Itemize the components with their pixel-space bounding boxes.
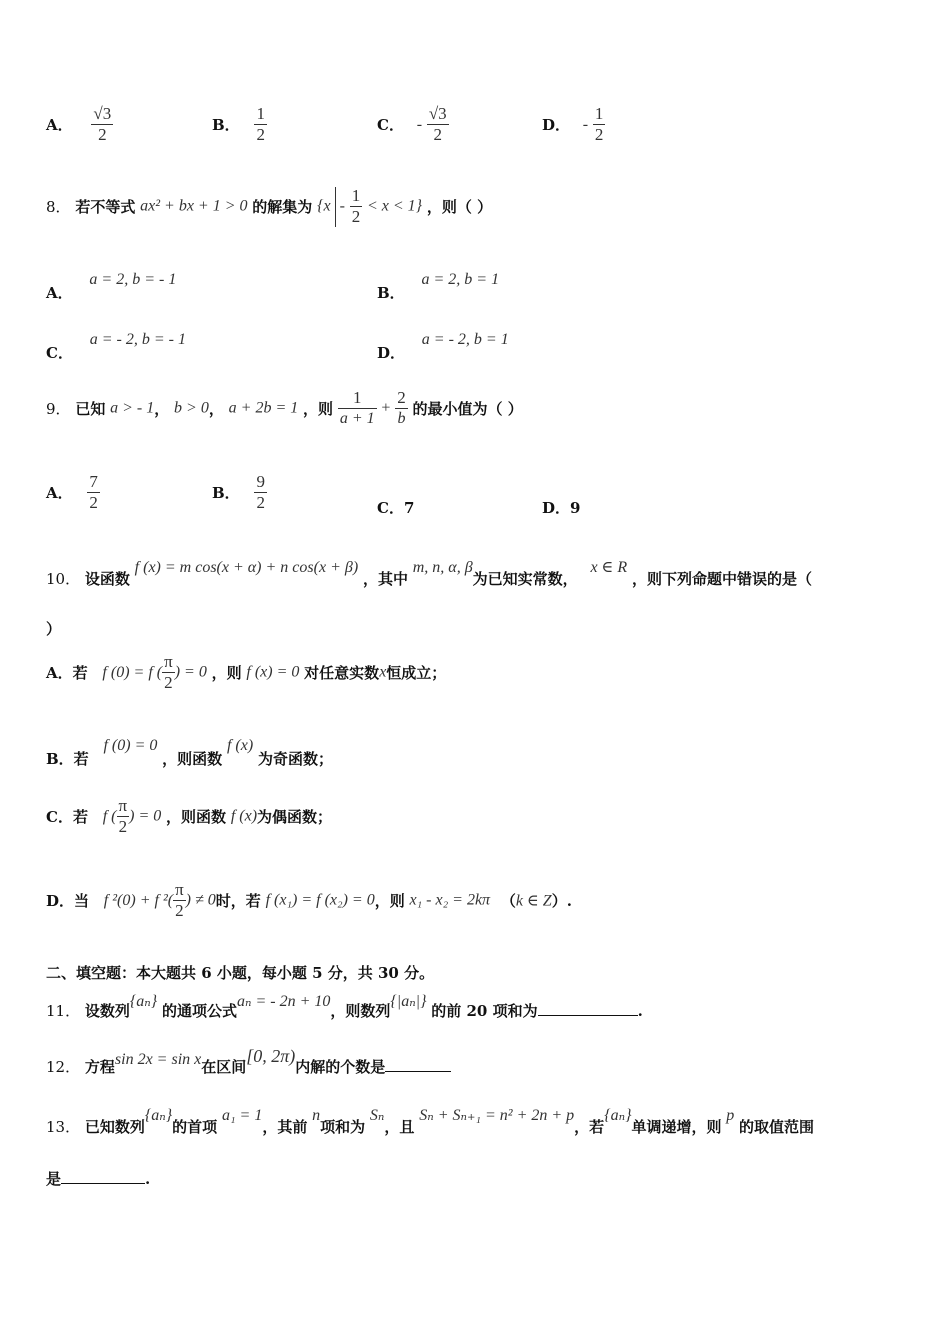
option-value: a = 2, b = 1 <box>421 271 500 288</box>
q10-text-close: ） <box>46 620 62 638</box>
q9-fraction-1 <box>338 388 377 429</box>
q7-a-fraction <box>91 104 113 145</box>
q11-text: 的前 20 项和为 <box>431 1002 538 1020</box>
math-expr: f (0) = f ( <box>102 663 163 681</box>
q13-text: 的取值范围 <box>739 1118 815 1136</box>
option-label: A． <box>46 116 73 134</box>
q12-text: 内解的个数是 <box>295 1058 386 1076</box>
q9-option-b <box>212 472 267 513</box>
q8-option-a <box>46 268 177 302</box>
question-12 <box>46 1046 451 1076</box>
q7-option-b <box>212 104 267 145</box>
math-expr: Sₙ <box>369 1107 385 1124</box>
denominator: 2 <box>98 125 107 144</box>
question-number: 9． <box>46 400 71 418</box>
option-label: C．若 <box>46 808 88 826</box>
denominator: a + 1 <box>339 410 375 427</box>
numerator: π <box>118 796 128 815</box>
math-expr: {aₙ} <box>129 993 158 1010</box>
numerator: 1 <box>594 104 604 123</box>
math-expr: f (0) = 0 <box>103 737 158 754</box>
q8-option-b <box>377 268 500 302</box>
q9-condition: b > 0 <box>174 399 209 417</box>
q10-text: ，则 <box>374 892 405 910</box>
q13-text: 已知数列 <box>84 1118 145 1136</box>
pi-over-2 <box>162 652 175 693</box>
q10-function: f (x) = m cos(x + α) + n cos(x + β) <box>134 559 359 576</box>
q8-text: ，则（ ） <box>426 198 493 216</box>
denominator: 2 <box>89 493 98 512</box>
q10-text: 为偶函数； <box>257 808 333 826</box>
pi-over-2 <box>173 880 186 921</box>
question-number: 8． <box>46 198 71 216</box>
q10-text: ，则函数 <box>162 750 223 768</box>
math-expr: sin 2x = sin x <box>114 1051 202 1068</box>
option-fraction <box>254 472 267 513</box>
q7-option-a <box>46 104 113 145</box>
q7-option-d <box>542 104 605 145</box>
math-expr: {aₙ} <box>144 1107 173 1124</box>
question-number: 10． <box>46 570 81 588</box>
math-expr: ) = 0 <box>129 807 162 825</box>
q10-text: ，则 <box>211 664 242 682</box>
option-label: D．当 <box>46 892 90 910</box>
q11-text: 设数列 <box>84 1002 130 1020</box>
q8-solution-set <box>317 186 422 227</box>
q9-option-a <box>46 472 100 513</box>
q11-text: . <box>637 1002 643 1020</box>
q7-b-fraction <box>254 104 267 145</box>
q10-text: 时，若 <box>215 892 261 910</box>
q10-text: （ <box>500 892 516 910</box>
numerator: π <box>175 880 184 899</box>
q9-text: 已知 <box>75 400 106 418</box>
answer-blank[interactable] <box>538 1001 638 1016</box>
option-label: B． <box>377 284 405 302</box>
numerator: √3 <box>93 104 112 123</box>
answer-blank[interactable] <box>385 1057 451 1072</box>
q10-text: 为已知实常数， <box>472 570 578 588</box>
option-value: 7 <box>403 499 415 517</box>
q13-text: ，若 <box>574 1118 605 1136</box>
q13-text: 的首项 <box>172 1118 218 1136</box>
denominator: 2 <box>433 125 443 144</box>
math-expr: p <box>726 1107 735 1124</box>
denominator: 2 <box>256 493 265 512</box>
q10-text: 为奇函数； <box>257 750 333 768</box>
q7-d-fraction <box>593 104 606 145</box>
question-9 <box>46 388 523 429</box>
denominator: 2 <box>164 673 173 692</box>
q13-text: 项和为 <box>320 1118 366 1136</box>
numerator: √3 <box>428 104 447 123</box>
q9-option-d <box>542 497 580 518</box>
option-label: C． <box>377 499 404 517</box>
answer-blank[interactable] <box>61 1169 145 1184</box>
separator: ， <box>154 400 170 418</box>
set-open: {x <box>317 197 331 215</box>
minus-sign: - <box>339 197 345 215</box>
math-expr: [0, 2π) <box>246 1046 296 1066</box>
separator: ， <box>208 400 224 418</box>
q10-text: 对任意实数 <box>304 664 380 682</box>
option-label: B． <box>212 484 240 502</box>
math-expr: k ∈ Z <box>515 892 552 910</box>
set-bar <box>335 187 336 227</box>
q10-option-a <box>46 652 446 693</box>
q7-option-c <box>377 104 449 145</box>
denominator: 2 <box>351 207 361 226</box>
q13-text: 是 <box>46 1170 62 1188</box>
question-10 <box>46 556 812 588</box>
numerator: 9 <box>256 472 265 491</box>
q10-text: ，其中 <box>362 570 408 588</box>
question-13 <box>46 1104 815 1136</box>
q13-line-2 <box>46 1168 150 1189</box>
minus-sign: - <box>582 115 589 133</box>
math-expr: f (x) = 0 <box>246 663 300 681</box>
q10-option-b <box>46 734 333 768</box>
option-label: A． <box>46 484 73 502</box>
option-label: B． <box>212 116 240 134</box>
q10-text: ，则下列命题中错误的是（ <box>631 570 812 588</box>
math-expr: {aₙ} <box>604 1107 632 1124</box>
q13-text: 单调递增，则 <box>631 1118 722 1136</box>
question-8 <box>46 186 492 227</box>
option-label: B．若 <box>46 750 89 768</box>
denominator: b <box>397 410 406 427</box>
numerator: 2 <box>397 388 406 407</box>
question-number: 13． <box>46 1118 81 1136</box>
q11-text: ，则数列 <box>330 1002 391 1020</box>
q10-domain: x ∈ R <box>590 559 628 576</box>
minus-sign: - <box>416 115 423 133</box>
denominator: 2 <box>594 125 604 144</box>
math-expr: ) = 0 <box>174 663 207 681</box>
q8-text: 的解集为 <box>252 198 313 216</box>
denominator: 2 <box>118 817 128 836</box>
math-expr: ) ≠ 0 <box>185 891 216 909</box>
q8-text: 若不等式 <box>75 198 136 216</box>
numerator: π <box>164 652 173 671</box>
option-label: C． <box>377 116 404 134</box>
math-expr: x₁ - x₂ = 2kπ <box>409 891 491 909</box>
section-2-title: 二、填空题：本大题共 6 小题，每小题 5 分，共 30 分。 <box>46 964 435 982</box>
option-label: A． <box>46 284 73 302</box>
pi-over-2 <box>117 796 130 837</box>
q10-text: ）. <box>551 892 572 910</box>
math-expr: {|aₙ|} <box>390 993 427 1010</box>
denominator: 2 <box>256 125 265 144</box>
q9-condition: a > - 1 <box>110 399 155 417</box>
q8-option-d <box>377 328 509 362</box>
q10-option-c <box>46 796 332 837</box>
math-expr: f ²(0) + f ²( <box>103 891 174 909</box>
q10-option-d <box>46 880 572 921</box>
q9-fraction-2 <box>395 388 408 429</box>
denominator: 2 <box>175 901 184 920</box>
option-label: A．若 <box>46 664 88 682</box>
plus-sign: + <box>381 399 391 417</box>
numerator: 7 <box>89 472 98 491</box>
math-expr: f (x) <box>226 737 254 754</box>
question-11 <box>46 990 643 1020</box>
option-label: D． <box>542 499 571 517</box>
option-label: D． <box>542 116 571 134</box>
math-expr: n <box>312 1107 321 1124</box>
q9-condition: a + 2b = 1 <box>228 399 299 417</box>
q10-text: 恒成立； <box>386 664 447 682</box>
option-value: a = - 2, b = - 1 <box>89 331 186 348</box>
q8-inequality: ax² + bx + 1 > 0 <box>140 197 248 215</box>
set-close: < x < 1} <box>366 197 423 215</box>
q13-text: . <box>145 1170 151 1188</box>
q13-text: ，且 <box>384 1118 415 1136</box>
question-number: 12． <box>46 1058 81 1076</box>
option-label: C． <box>46 344 73 362</box>
math-expr: f ( <box>102 807 117 825</box>
q8-option-c <box>46 328 186 362</box>
math-expr: f (x) <box>230 807 258 825</box>
numerator: 1 <box>256 104 265 123</box>
math-expr: x <box>379 663 387 681</box>
q9-text: ，则 <box>303 400 334 418</box>
q10-text: ，则函数 <box>166 808 227 826</box>
numerator: 1 <box>338 388 377 409</box>
q10-params: m, n, α, β <box>412 559 473 576</box>
numerator: 1 <box>351 186 361 205</box>
q13-text: ，其前 <box>262 1118 308 1136</box>
q11-text: 的通项公式 <box>161 1002 237 1020</box>
option-value: a = 2, b = - 1 <box>89 271 177 288</box>
option-value: a = - 2, b = 1 <box>421 331 509 348</box>
set-fraction <box>350 186 363 227</box>
math-expr: Sₙ + Sₙ₊₁ = n² + 2n + p <box>419 1107 575 1124</box>
option-fraction <box>87 472 100 513</box>
q12-text: 在区间 <box>201 1058 247 1076</box>
math-expr: aₙ = - 2n + 10 <box>236 993 331 1010</box>
q9-option-c <box>377 497 414 518</box>
q9-text: 的最小值为（ ） <box>412 400 523 418</box>
question-number: 11． <box>46 1002 81 1020</box>
q7-c-fraction <box>427 104 449 145</box>
math-expr: f (x₁) = f (x₂) = 0 <box>265 891 375 909</box>
q10-text: 设函数 <box>84 570 130 588</box>
math-expr: a₁ = 1 <box>221 1107 263 1124</box>
q12-text: 方程 <box>84 1058 115 1076</box>
option-label: D． <box>377 344 406 362</box>
option-value: 9 <box>570 499 581 517</box>
